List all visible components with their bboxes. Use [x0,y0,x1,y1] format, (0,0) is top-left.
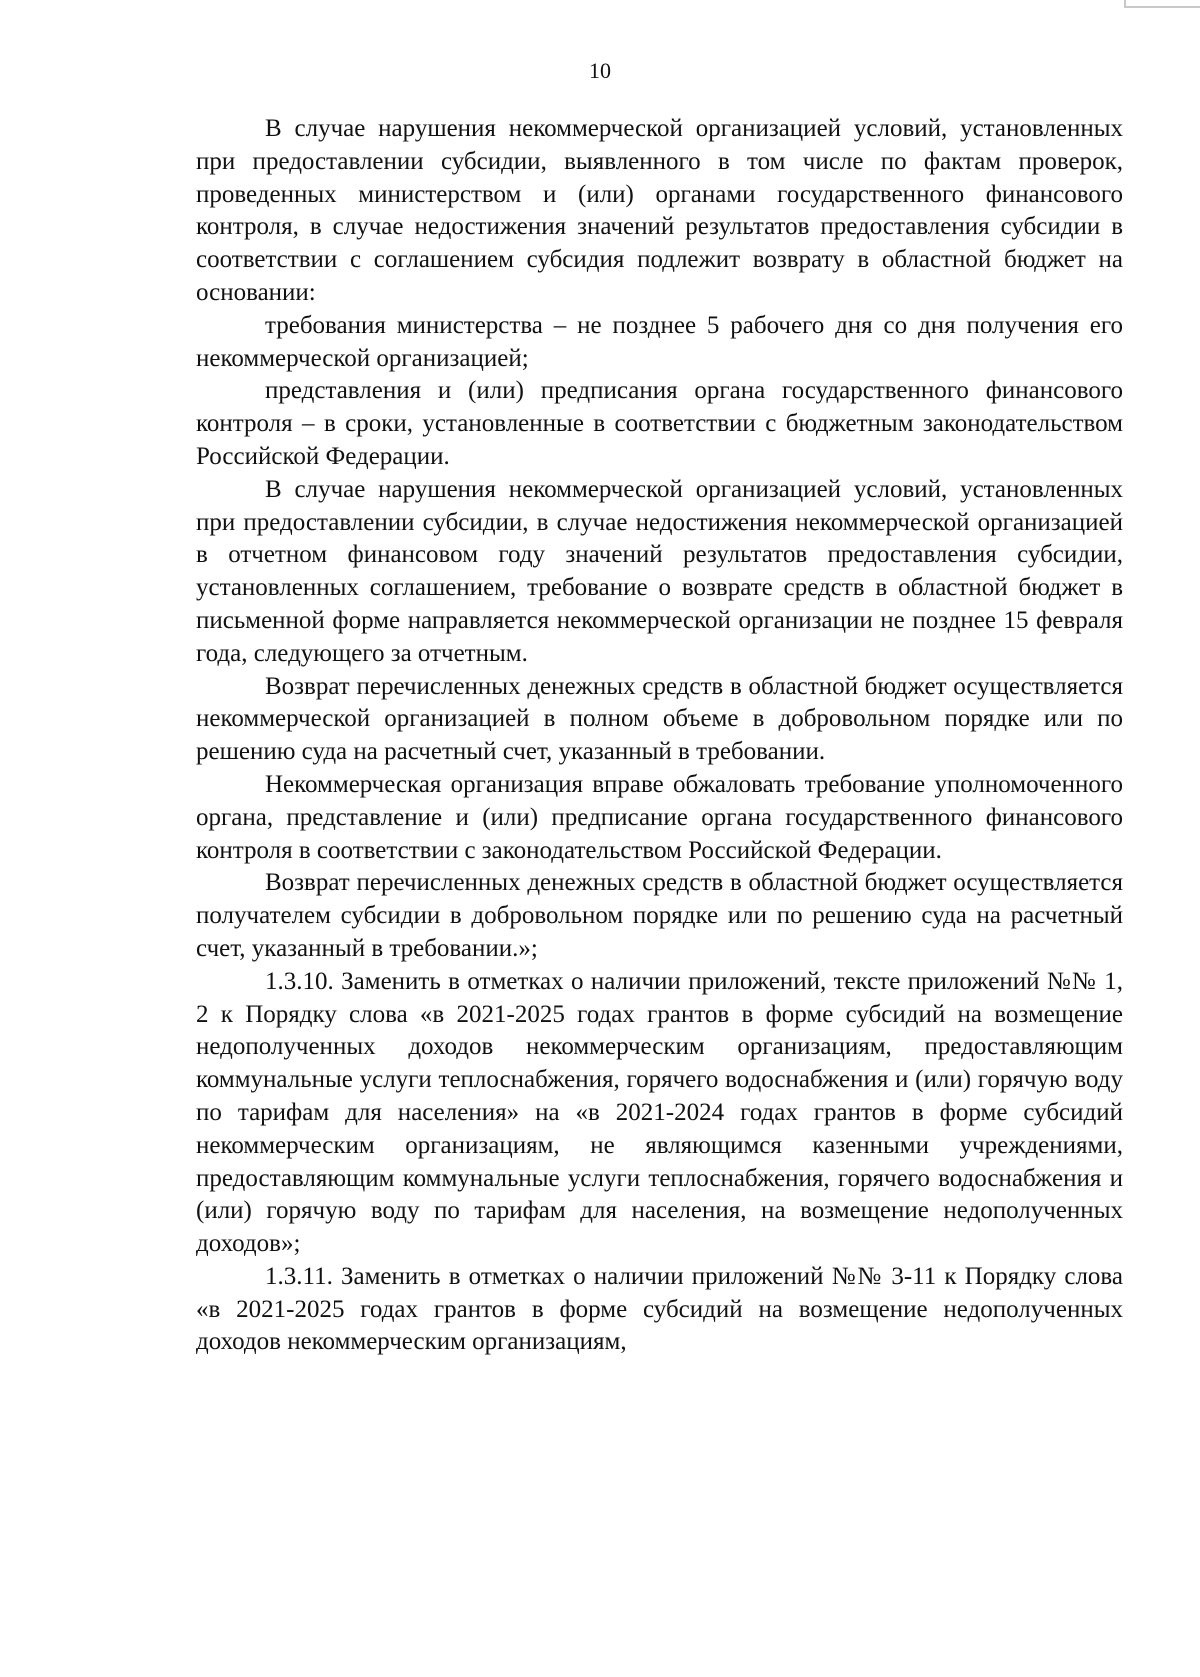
document-body [196,113,1123,1359]
paragraph-return-recipient: Возврат перечисленных денежных средств в областной бюджет осуществляется получателем субсидии в добровольном порядке или по решению суда на расчетный счет, указанный в требовании.»; [196,869,1123,962]
paragraph-violation-conditions: В случае нарушения некоммерческой организацией условий, установленных при предоставлении субсидии, выявленного в том числе по фактам проверок, проведенных министерством и (или) органами государственного финансового контроля, в случае недостижения значений результатов предоставления субсидии в соответствии с соглашением субсидия подлежит возврату в областной бюджет на основании: [196,115,1123,306]
paragraph-return-requirement: В случае нарушения некоммерческой организацией условий, установленных при предоставлении субсидии, в случае недостижения некоммерческой организацией в отчетном финансовом году значений результатов предоставления субсидии, установленных соглашением, требование о возврате средств в областной бюджет в письменной форме направляется некоммерческой организации не позднее 15 февраля года, следующего за отчетным. [196,475,1123,667]
paragraph-ministry-requirement: требования министерства – не позднее 5 рабочего дня со дня получения его некоммерческой организацией; [196,311,1123,372]
paragraph-control-order: представления и (или) предписания органа государственного финансового контроля – в сроки, установленные в соответствии с бюджетным законодательством Российской Федерации. [196,377,1123,470]
scan-corner-mark [1124,0,1200,8]
paragraph-return-procedure: Возврат перечисленных денежных средств в областной бюджет осуществляется некоммерческой организацией в полном объеме в добровольном порядке или по решению суда на расчетный счет, указанный в требовании. [196,672,1123,766]
page-number: 10 [589,58,611,83]
paragraph-clause-1-3-10: 1.3.10. Заменить в отметках о наличии приложений, тексте приложений №№ 1, 2 к Порядку слова «в 2021-2025 годах грантов в форме субсидий на возмещение недополученных доходов некоммерческим организациям, предоставляющим коммунальные услуги теплоснабжения, горячего водоснабжения и (или) горячую воду по тарифам для населения» на «в 2021-2024 годах грантов в форме субсидий некоммерческим организациям, не являющимся казенными учреждениями, предоставляющим коммунальные услуги теплоснабжения, горячего водоснабжения и (или) горячую воду по тарифам для населения, на возмещение недополученных доходов»; [196,967,1123,1258]
paragraph-clause-1-3-11: 1.3.11. Заменить в отметках о наличии приложений №№ 3-11 к Порядку слова «в 2021-2025 годах грантов в форме субсидий на возмещение недополученных доходов некоммерческим организациям, [196,1262,1123,1356]
paragraph-appeal-right: Некоммерческая организация вправе обжаловать требование уполномоченного органа, представление и (или) предписание органа государственного финансового контроля в соответствии с законодательством Российской Федерации. [196,770,1123,864]
